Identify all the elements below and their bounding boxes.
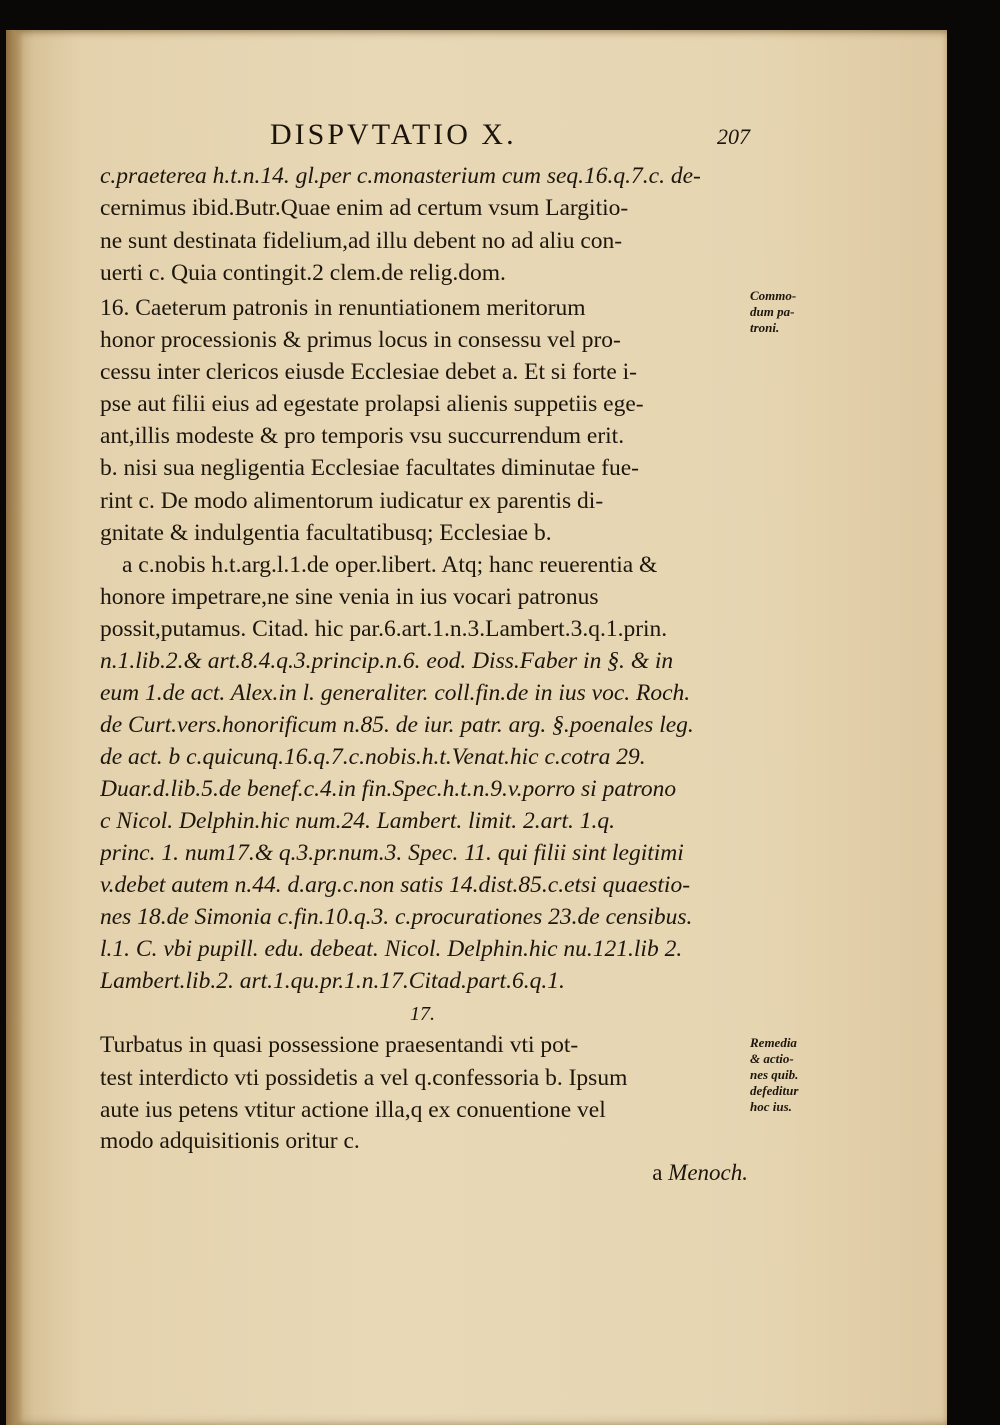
text-line: honor processionis & primus locus in consessu vel pro- [100,327,621,353]
footnote-line: l.1. C. vbi pupill. edu. debeat. Nicol. Delphin.hic nu.121.lib 2. [100,936,683,962]
footnote-line: nes 18.de Simonia c.fin.10.q.3. c.procurationes 23.de censibus. [100,904,693,930]
text-line: 16. Caeterum patronis in renuntiationem meritorum [100,295,586,321]
margin-note-line: nes quib. [750,1067,799,1082]
margin-note-line: hoc ius. [750,1099,792,1114]
footnote-line: de Curt.vers.honorificum n.85. de iur. patr. arg. §.poenales leg. [100,712,694,738]
page-number: 207 [717,124,750,149]
running-title: DISPVTATIO X. [270,118,517,151]
footnote-line: possit,putamus. Citad. hic par.6.art.1.n.3.Lambert.3.q.1.prin. [100,616,668,642]
footnote-line: honore impetrare,ne sine venia in ius vocari patronus [100,584,599,610]
text-line: b. nisi sua negligentia Ecclesiae facultates diminutae fue- [100,455,639,481]
margin-note [750,288,840,336]
margin-note-line: & actio- [750,1051,794,1066]
margin-note [750,1035,840,1115]
text-line: uerti c. Quia contingit.2 clem.de relig.dom. [100,260,506,286]
text-line: ne sunt destinata fidelium,ad illu debent no ad aliu con- [100,228,623,254]
footnote-line: Lambert.lib.2. art.1.qu.pr.1.n.17.Citad.part.6.q.1. [100,968,565,994]
text-line: cernimus ibid.Butr.Quae enim ad certum vsum Largitio- [100,195,629,221]
text-line: cessu inter clericos eiusde Ecclesiae debet a. Et si forte i- [100,359,638,385]
margin-note-line: Remedia [750,1035,797,1050]
footnote-line: c Nicol. Delphin.hic num.24. Lambert. limit. 2.art. 1.q. [100,808,616,834]
margin-note-line: troni. [750,320,780,335]
footnote-line: n.1.lib.2.& art.8.4.q.3.princip.n.6. eod. Diss.Faber in §. & in [100,648,674,674]
footnote-line: eum 1.de act. Alex.in l. generaliter. coll.fin.de in ius voc. Roch. [100,680,691,706]
text-line: pse aut filii eius ad egestate prolapsi alienis suppetiis ege- [100,391,644,417]
footnote-line: Duar.d.lib.5.de benef.c.4.in fin.Spec.h.t.n.9.v.porro si patrono [100,776,677,802]
footnote-line: princ. 1. num17.& q.3.pr.num.3. Spec. 11. qui filii sint legitimi [100,840,684,866]
margin-note-line: dum pa- [750,304,795,319]
footnote-line: a c.nobis h.t.arg.l.1.de oper.libert. Atq; hanc reuerentia & [122,552,658,578]
text-line: test interdicto vti possidetis a vel q.confessoria b. Ipsum [100,1065,628,1091]
section-number: 17. [410,1003,435,1025]
catchword-word: Menoch. [668,1160,748,1185]
text-line: rint c. De modo alimentorum iudicatur ex parentis di- [100,488,604,514]
footnote-line: v.debet autem n.44. d.arg.c.non satis 14.dist.85.c.etsi quaestio- [100,872,691,898]
footnote-line: de act. b c.quicunq.16.q.7.c.nobis.h.t.Venat.hic c.cotra 29. [100,744,646,770]
page-header [270,118,750,162]
text-line: modo adquisitionis oritur c. [100,1128,360,1154]
catchword [560,1160,748,1186]
margin-note-line: Commo- [750,288,797,303]
text-line: c.praeterea h.t.n.14. gl.per c.monasterium cum seq.16.q.7.c. de- [100,163,701,189]
text-line: ant,illis modeste & pro temporis vsu succurrendum erit. [100,423,625,449]
catchword-prefix: a [652,1160,669,1185]
text-line: aute ius petens vtitur actione illa,q ex conuentione vel [100,1097,606,1123]
text-line: gnitate & indulgentia facultatibusq; Ecclesiae b. [100,520,552,546]
text-line: Turbatus in quasi possessione praesentandi vti pot- [100,1032,579,1058]
margin-note-line: defeditur [750,1083,799,1098]
